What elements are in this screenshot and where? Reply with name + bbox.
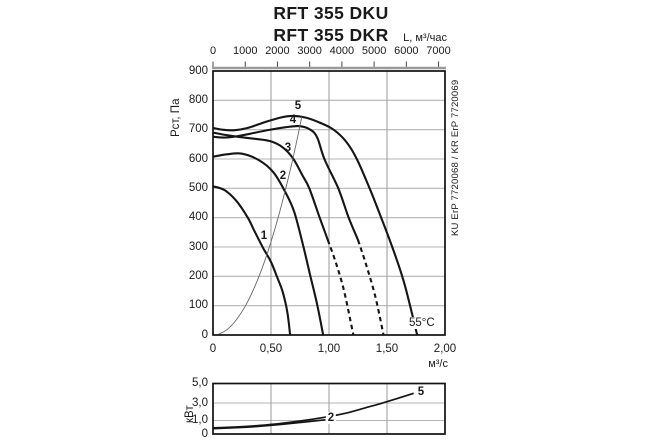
pressure-axis-tick-label: 300 xyxy=(188,240,208,253)
top-axis-tick-label: 0 xyxy=(209,45,217,57)
power-curve-label-5: 5 xyxy=(417,386,425,398)
flow-axis-tick-label: 1,50 xyxy=(375,343,399,355)
power-axis-tick-label: 5,0 xyxy=(192,377,208,389)
pressure-axis-tick-label: 200 xyxy=(188,269,208,282)
curve-label-2: 2 xyxy=(279,170,287,182)
pressure-axis-tick-label: 600 xyxy=(188,152,208,165)
power-axis-tick-label: 3,0 xyxy=(192,396,208,409)
top-axis-tick-label: 6000 xyxy=(394,45,419,57)
max-temperature-annotation: 55°C xyxy=(409,317,435,329)
power-axis-tick-label: 0 xyxy=(201,427,208,440)
chart-title-line1: RFT 355 DKU xyxy=(273,3,389,23)
flow-axis-tick-label: 2,00 xyxy=(433,343,457,355)
power-curve-label-2: 2 xyxy=(327,412,335,424)
pressure-axis-label: Pст, Па xyxy=(170,98,182,137)
flow-axis-tick-label: 0,50 xyxy=(259,343,283,355)
pressure-axis-tick-label: 0 xyxy=(201,328,208,341)
top-axis-unit-label: L, м³/час xyxy=(403,32,447,44)
top-axis-tick-label: 7000 xyxy=(426,45,451,57)
curve-label-1: 1 xyxy=(260,230,268,242)
pressure-axis-tick-label: 700 xyxy=(188,123,208,136)
curve-label-4: 4 xyxy=(289,114,297,126)
pressure-axis-tick-label: 400 xyxy=(188,211,208,224)
top-axis-tick-label: 4000 xyxy=(329,45,355,57)
top-axis-tick-label: 1000 xyxy=(232,45,258,57)
pressure-axis-tick-label: 100 xyxy=(188,299,208,312)
erp-certification-label: KU ErP 7720068 / KR ErP 7720069 xyxy=(450,79,461,236)
curve-label-3: 3 xyxy=(284,142,292,154)
power-axis-tick-label: 1,0 xyxy=(192,414,208,426)
power-axis-label: кВт xyxy=(184,405,196,423)
flow-axis-tick-label: 1,00 xyxy=(317,343,341,355)
curve-label-5: 5 xyxy=(294,100,302,112)
flow-axis-tick-label: 0 xyxy=(209,343,217,355)
top-axis-tick-label: 5000 xyxy=(361,45,387,57)
pressure-axis-tick-label: 900 xyxy=(188,64,208,77)
pressure-axis-tick-label: 800 xyxy=(188,93,208,106)
top-axis-tick-label: 2000 xyxy=(265,45,290,57)
pressure-axis-tick-label: 500 xyxy=(188,181,208,194)
bottom-axis-unit-label: м³/с xyxy=(428,358,448,370)
chart-title-line2: RFT 355 DKR xyxy=(273,25,389,45)
top-axis-tick-label: 3000 xyxy=(297,45,322,57)
